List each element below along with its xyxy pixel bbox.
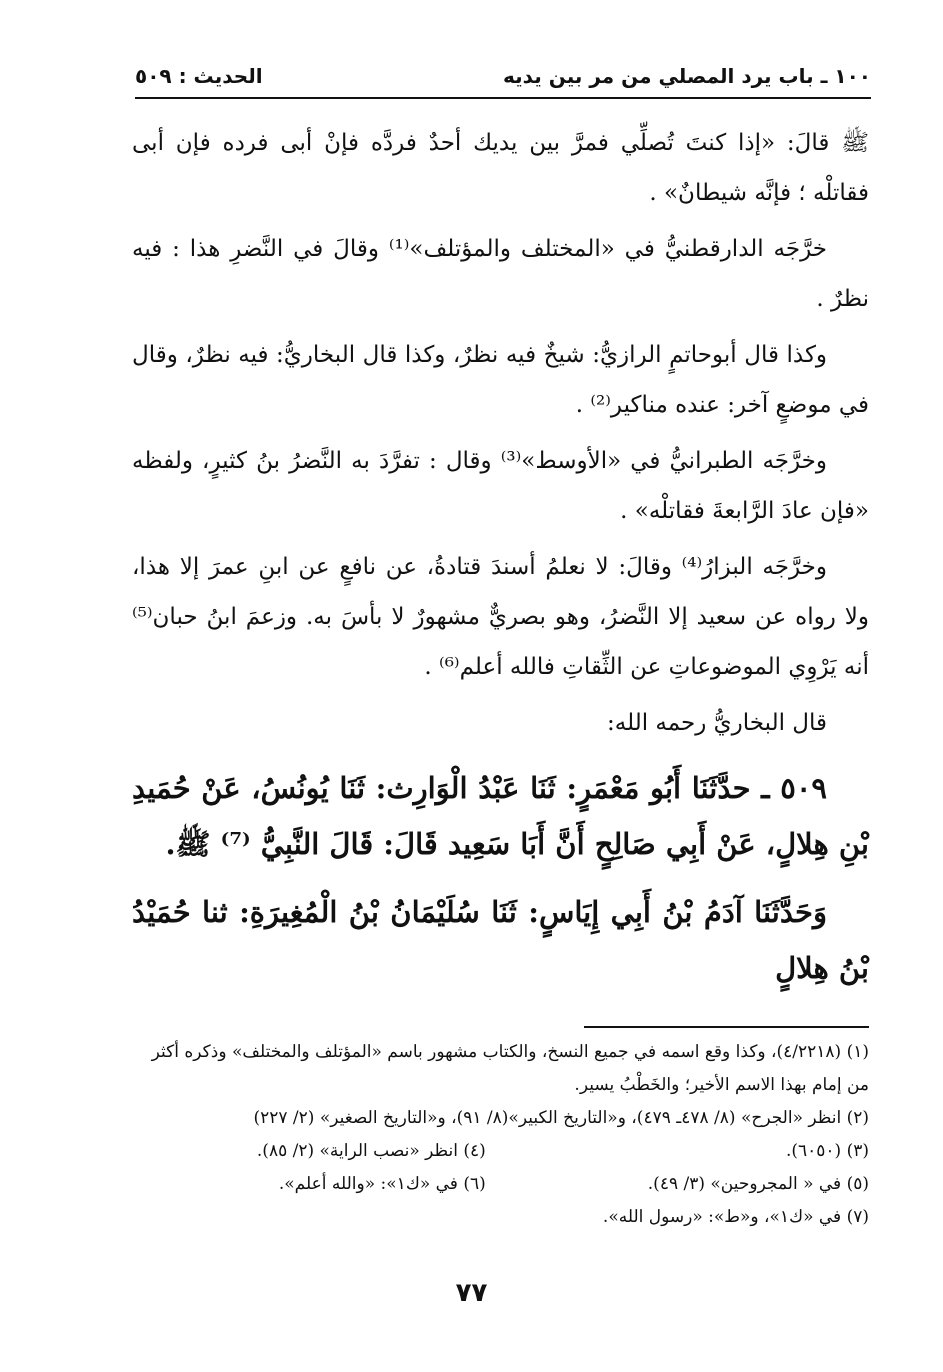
paragraph-bukhari-intro: قال البخاريُّ رحمه الله:: [607, 710, 827, 736]
paragraph-hadith-text: ﷺ قالَ: «إذا كنتَ تُصلِّي فمرَّ بين يديك أحدٌ فردَّه فإنْ أبى فرده فإن أبى فقاتلْه ؛ فإنَّه شيطانٌ» .: [132, 130, 869, 206]
running-header: [135, 58, 871, 94]
header-divider: [135, 97, 871, 99]
footnote-5: (٥) في « المجروحين» (٣/ ٤٩).: [647, 1174, 869, 1194]
footnote-3: (٣) (٦٠٥٠).: [785, 1141, 869, 1161]
hadith-reference: الحديث : ٥٠٩: [135, 64, 263, 88]
footnote-1: (١) (٤/٢٢١٨)، وكذا وقع اسمه في جميع النسخ، والكتاب مشهور باسم «المؤتلف والمختلف» وذكره أكثر من إمام بهذا الاسم الأخير؛ والخَطْبُ يسير.: [151, 1042, 869, 1095]
footnote-4: (٤) انظر «نصب الراية» (٢/ ٨٥).: [256, 1141, 486, 1161]
footnote-7: (٧) في «ك١»، و«ط»: «رسول الله».: [602, 1207, 869, 1227]
paragraph-tabarani: وخرَّجَه الطبرانيُّ في «الأوسط»⁽³⁾ وقال : تفرَّدَ به النَّضرُ بنُ كثيرٍ، ولفظه «فإن عادَ الرَّابعةَ فقاتلْه» .: [132, 448, 869, 524]
footnote-divider: [584, 1026, 869, 1028]
hadith-509-chain-1: ٥٠٩ ـ حدَّثَنَا أَبُو مَعْمَرٍ: ثَنَا عَبْدُ الْوَارِث: ثَنَا يُونُسُ، عَنْ حُمَيدِ بْنِ هِلالٍ، عَنْ أَبِي صَالِحٍ أَنَّ أَبَا سَعِيد قَالَ: قَالَ النَّبِيُّ ⁽⁷⁾ ﷺ.: [132, 771, 869, 861]
hadith-509-chain-2: وَحَدَّثَنَا آدَمُ بْنُ أَبِي إِيَاسٍ: ثَنَا سُلَيْمَانُ بْنُ الْمُغِيرَةِ: ثنا حُمَيْدُ بْنُ هِلالٍ: [132, 895, 869, 985]
main-text: [132, 118, 869, 1002]
paragraph-daraqutni: خرَّجَه الدارقطنيُّ في «المختلف والمؤتلف»⁽¹⁾ وقالَ في النَّضرِ هذا : فيه نظرٌ .: [132, 236, 869, 312]
footnotes: [132, 1036, 869, 1234]
footnote-row-3-4: [132, 1135, 869, 1168]
page-number: ٧٧: [455, 1278, 488, 1308]
footnote-2: (٢) انظر «الجرح» (٨/ ٤٧٨ـ ٤٧٩)، و«التاريخ الكبير»(٨/ ٩١)، و«التاريخ الصغير» (٢/ ٢٢٧): [253, 1108, 869, 1128]
chapter-title: ١٠٠ ـ باب يرد المصلي من مر بين يديه: [503, 64, 871, 88]
paragraph-abu-hatim: وكذا قال أبوحاتمٍ الرازيُّ: شيخٌ فيه نظرٌ، وكذا قال البخاريُّ: فيه نظرٌ، وقال في موضعٍ آخر: عنده مناكير⁽²⁾ .: [132, 342, 869, 418]
footnote-6: (٦) في «ك١»: «والله أعلم».: [278, 1174, 486, 1194]
footnote-row-5-6: [132, 1168, 869, 1201]
paragraph-bazzar: وخرَّجَه البزارُ⁽⁴⁾ وقالَ: لا نعلمُ أسندَ قتادةُ، عن نافعٍ عن ابنِ عمرَ إلا هذا، ولا رواه عن سعيد إلا النَّضرُ، وهو بصريٌّ مشهورٌ لا بأسَ به. وزعمَ ابنُ حبان⁽⁵⁾ أنه يَرْوِي الموضوعاتِ عن الثِّقاتِ فالله أعلم⁽⁶⁾ .: [132, 554, 869, 680]
